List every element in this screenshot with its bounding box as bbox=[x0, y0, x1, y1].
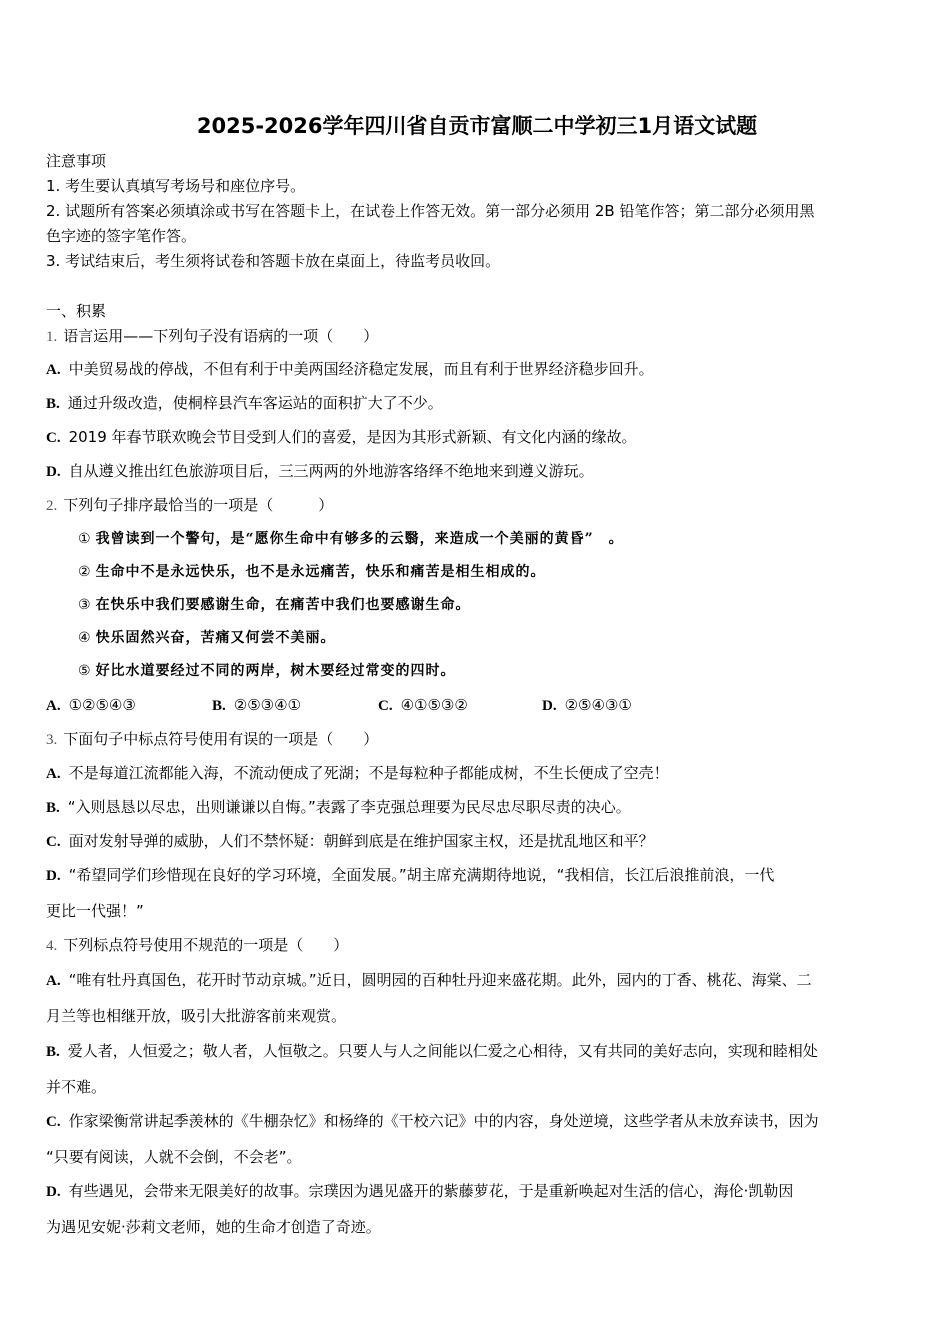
question-1-option-a bbox=[46, 358, 654, 381]
sentence-number: ④ bbox=[78, 630, 92, 646]
sentence-text: 生命中不是永远快乐，也不是永远痛苦，快乐和痛苦是相生相成的。 bbox=[95, 564, 546, 580]
option-letter: A. bbox=[46, 973, 61, 989]
choice-b bbox=[212, 694, 301, 717]
question-1-option-c bbox=[46, 426, 637, 449]
option-text: “唯有牡丹真国色，花开时节动京城。”近日，圆明园的百种牡丹迎来盛花期。此外，园内的丁香、桃花、海棠、二 bbox=[68, 971, 812, 989]
option-letter: A. bbox=[46, 362, 61, 378]
option-text: 中美贸易战的停战，不但有利于中美两国经济稳定发展，而且有利于世界经济稳步回升。 bbox=[68, 360, 654, 378]
option-text: “入则恳恳以尽忠，出则谦谦以自悔。”表露了李克强总理要为民尽忠尽职尽责的决心。 bbox=[67, 798, 631, 816]
sentence-2 bbox=[78, 561, 546, 583]
option-letter: B. bbox=[212, 698, 226, 714]
question-3-option-b bbox=[46, 796, 631, 819]
question-4-option-d bbox=[46, 1180, 793, 1203]
section-heading: 一、积累 bbox=[46, 302, 107, 320]
option-letter: C. bbox=[46, 430, 61, 446]
question-1-option-d bbox=[46, 460, 594, 483]
option-letter: B. bbox=[46, 1044, 60, 1060]
question-2-choices bbox=[46, 694, 908, 716]
option-text: ②⑤④③① bbox=[564, 696, 632, 714]
sentence-number: ② bbox=[78, 564, 92, 580]
notice-heading: 注意事项 bbox=[46, 152, 107, 170]
question-text: 下列标点符号使用不规范的一项是（ ） bbox=[63, 936, 349, 954]
question-4-option-b-cont: 并不难。 bbox=[46, 1078, 107, 1096]
sentence-number: ⑤ bbox=[78, 663, 92, 679]
question-4-stem bbox=[46, 934, 348, 957]
option-letter: A. bbox=[46, 698, 61, 714]
sentence-text: 好比水道要经过不同的两岸，树木要经过常变的四时。 bbox=[95, 663, 456, 679]
option-text: 作家梁衡常讲起季羡林的《牛棚杂忆》和杨绛的《干校六记》中的内容，身处逆境，这些学者从未放弃读书，因为 bbox=[68, 1112, 819, 1130]
option-text: 有些遇见，会带来无限美好的故事。宗璞因为遇见盛开的紫藤萝花，于是重新唤起对生活的信心，海伦·凯勒因 bbox=[68, 1182, 794, 1200]
sentence-4 bbox=[78, 627, 336, 649]
option-text: “希望同学们珍惜现在良好的学习环境，全面发展。”胡主席充满期待地说，“我相信，长江后浪推前浪，一代 bbox=[68, 866, 775, 884]
sentence-number: ① bbox=[78, 531, 92, 547]
option-text: ①②⑤④③ bbox=[68, 696, 136, 714]
option-letter: C. bbox=[378, 698, 393, 714]
choice-a bbox=[46, 694, 136, 717]
question-3-option-d bbox=[46, 864, 774, 887]
choice-d bbox=[542, 694, 632, 717]
sentence-1 bbox=[78, 528, 624, 550]
option-text: 不是每道江流都能入海，不流动便成了死湖；不是每粒种子都能成树，不生长便成了空壳！ bbox=[68, 764, 669, 782]
sentence-3 bbox=[78, 594, 471, 616]
option-letter: D. bbox=[46, 464, 61, 480]
question-2-stem bbox=[46, 494, 333, 517]
option-text: ④①⑤③② bbox=[400, 696, 468, 714]
question-4-option-c bbox=[46, 1110, 819, 1133]
sentence-number: ③ bbox=[78, 597, 92, 613]
question-1-option-b bbox=[46, 392, 443, 415]
question-3-option-a bbox=[46, 762, 669, 785]
option-letter: C. bbox=[46, 834, 61, 850]
question-number: 1. bbox=[46, 329, 58, 345]
option-text: 面对发射导弹的威胁，人们不禁怀疑：朝鲜到底是在维护国家主权，还是扰乱地区和平？ bbox=[68, 832, 654, 850]
question-3-stem bbox=[46, 728, 378, 751]
question-text: 语言运用——下列句子没有语病的一项（ ） bbox=[63, 327, 379, 345]
sentence-text: 快乐固然兴奋，苦痛又何尝不美丽。 bbox=[95, 630, 336, 646]
question-3-option-d-cont: 更比一代强！” bbox=[46, 902, 144, 920]
notice-item-2: 2. 试题所有答案必须填涂或书写在答题卡上，在试卷上作答无效。第一部分必须用 2B 铅笔作答；第二部分必须用黑 bbox=[46, 202, 815, 220]
option-text: 爱人者，人恒爱之；敬人者，人恒敬之。只要人与人之间能以仁爱之心相待，又有共同的美好志向，实现和睦相处 bbox=[67, 1042, 818, 1060]
question-4-option-a-cont: 月兰等也相继开放，吸引大批游客前来观赏。 bbox=[46, 1007, 347, 1025]
question-number: 4. bbox=[46, 938, 58, 954]
option-text: 2019 年春节联欢晚会节目受到人们的喜爱，是因为其形式新颖、有文化内涵的缘故。 bbox=[68, 428, 637, 446]
question-4-option-a bbox=[46, 969, 812, 992]
question-3-option-c bbox=[46, 830, 654, 853]
notice-item-2-cont: 色字迹的签字笔作答。 bbox=[46, 227, 197, 245]
question-text: 下面句子中标点符号使用有误的一项是（ ） bbox=[63, 730, 379, 748]
option-letter: D. bbox=[46, 868, 61, 884]
question-4-option-c-cont: “只要有阅读，人就不会倒，不会老”。 bbox=[46, 1148, 302, 1166]
question-text: 下列句子排序最恰当的一项是（ ） bbox=[63, 496, 334, 514]
option-letter: D. bbox=[46, 1184, 61, 1200]
question-number: 3. bbox=[46, 732, 58, 748]
option-letter: A. bbox=[46, 766, 61, 782]
option-text: 自从遵义推出红色旅游项目后，三三两两的外地游客络绎不绝地来到遵义游玩。 bbox=[68, 462, 594, 480]
option-letter: C. bbox=[46, 1114, 61, 1130]
question-number: 2. bbox=[46, 498, 58, 514]
option-letter: B. bbox=[46, 396, 60, 412]
notice-item-3: 3. 考试结束后，考生须将试卷和答题卡放在桌面上，待监考员收回。 bbox=[46, 252, 501, 270]
option-letter: B. bbox=[46, 800, 60, 816]
option-text: ②⑤③④① bbox=[233, 696, 302, 714]
sentence-text: 我曾读到一个警句，是“愿你生命中有够多的云翳，来造成一个美丽的黄昏” 。 bbox=[95, 531, 624, 547]
notice-item-1: 1. 考生要认真填写考场号和座位序号。 bbox=[46, 177, 306, 195]
sentence-text: 在快乐中我们要感谢生命，在痛苦中我们也要感谢生命。 bbox=[95, 597, 471, 613]
question-4-option-d-cont: 为遇见安妮·莎莉文老师，她的生命才创造了奇迹。 bbox=[46, 1218, 381, 1236]
question-1-stem bbox=[46, 325, 378, 348]
choice-c bbox=[378, 694, 468, 717]
option-letter: D. bbox=[542, 698, 557, 714]
document-title: 2025-2026学年四川省自贡市富顺二中学初三1月语文试题 bbox=[196, 114, 758, 138]
sentence-5 bbox=[78, 660, 456, 682]
option-text: 通过升级改造，使桐梓县汽车客运站的面积扩大了不少。 bbox=[67, 394, 443, 412]
question-4-option-b bbox=[46, 1040, 818, 1063]
